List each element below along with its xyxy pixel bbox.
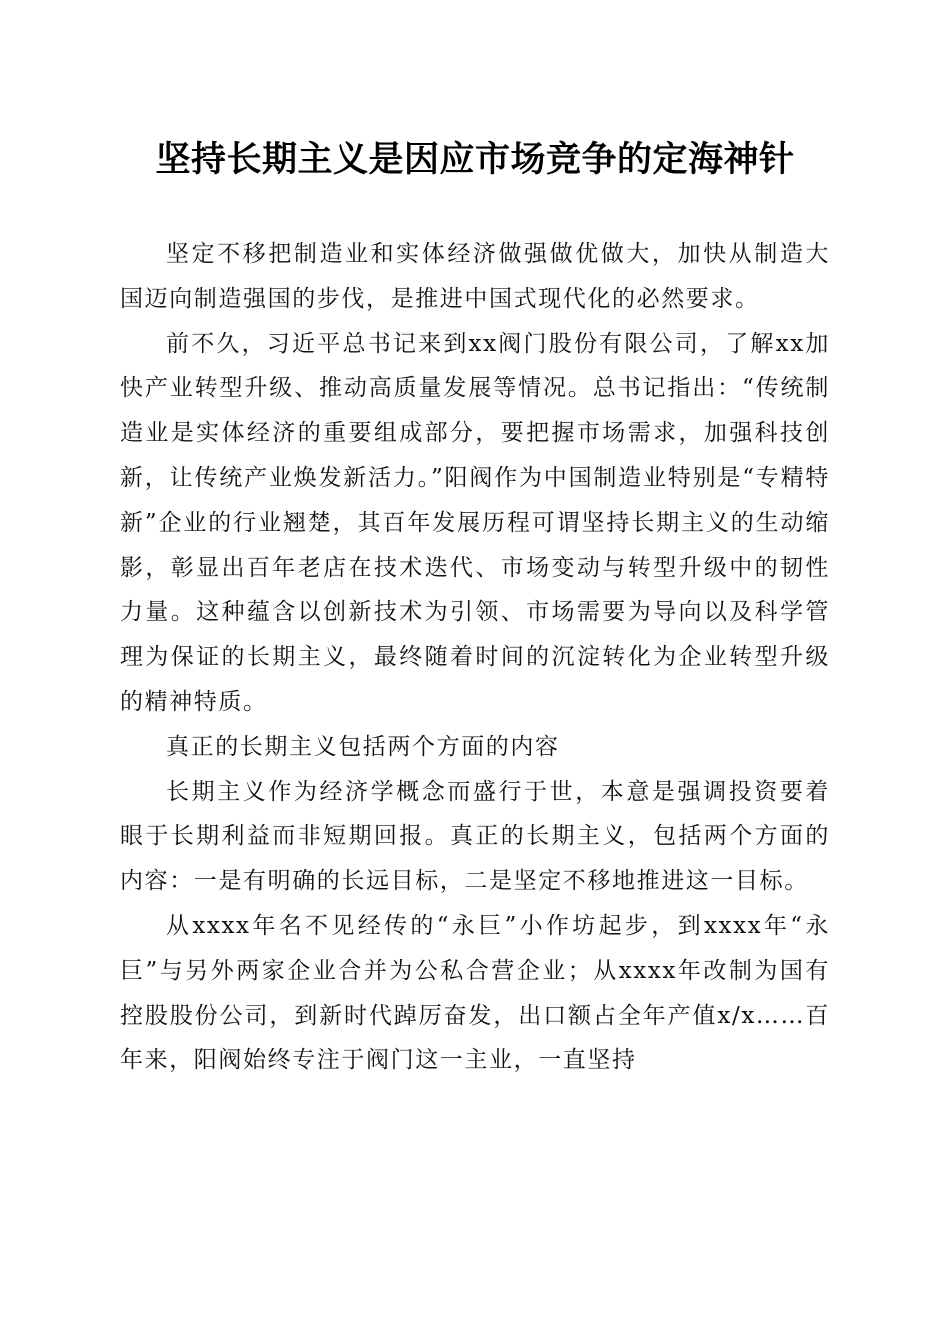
paragraph-intro: 坚定不移把制造业和实体经济做强做优做大，加快从制造大国迈向制造强国的步伐，是推进中国式现代化的必然要求。 xyxy=(120,241,830,312)
paragraph-definition: 长期主义作为经济学概念而盛行于世，本意是强调投资要着眼于长期利益而非短期回报。真正的长期主义，包括两个方面的内容：一是有明确的长远目标，二是坚定不移地推进这一目标。 xyxy=(120,778,830,895)
paragraph-visit: 前不久，习近平总书记来到xx阀门股份有限公司，了解xx加快产业转型升级、推动高质量发展等情况。总书记指出：“传统制造业是实体经济的重要组成部分，要把握市场需求，加强科技创新，让传统产业焕发新活力。”阳阀作为中国制造业特别是“专精特新”企业的行业翘楚，其百年发展历程可谓坚持长期主义的生动缩影，彰显出百年老店在技术迭代、市场变动与转型升级中的韧性力量。这种蕴含以创新技术为引领、市场需要为导向以及科学管理为保证的长期主义，最终随着时间的沉淀转化为企业转型升级的精神特质。 xyxy=(120,330,830,715)
document-body xyxy=(120,232,830,1083)
section-subheading: 真正的长期主义包括两个方面的内容 xyxy=(166,733,560,760)
paragraph-history: 从xxxx年名不见经传的“永巨”小作坊起步，到xxxx年“永巨”与另外两家企业合并为公私合营企业；从xxxx年改制为国有控股股份公司，到新时代踔厉奋发，出口额占全年产值x/x……百年来，阳阀始终专注于阀门这一主业，一直坚持 xyxy=(120,912,830,1074)
document-title: 坚持长期主义是因应市场竞争的定海神针 xyxy=(155,139,795,180)
